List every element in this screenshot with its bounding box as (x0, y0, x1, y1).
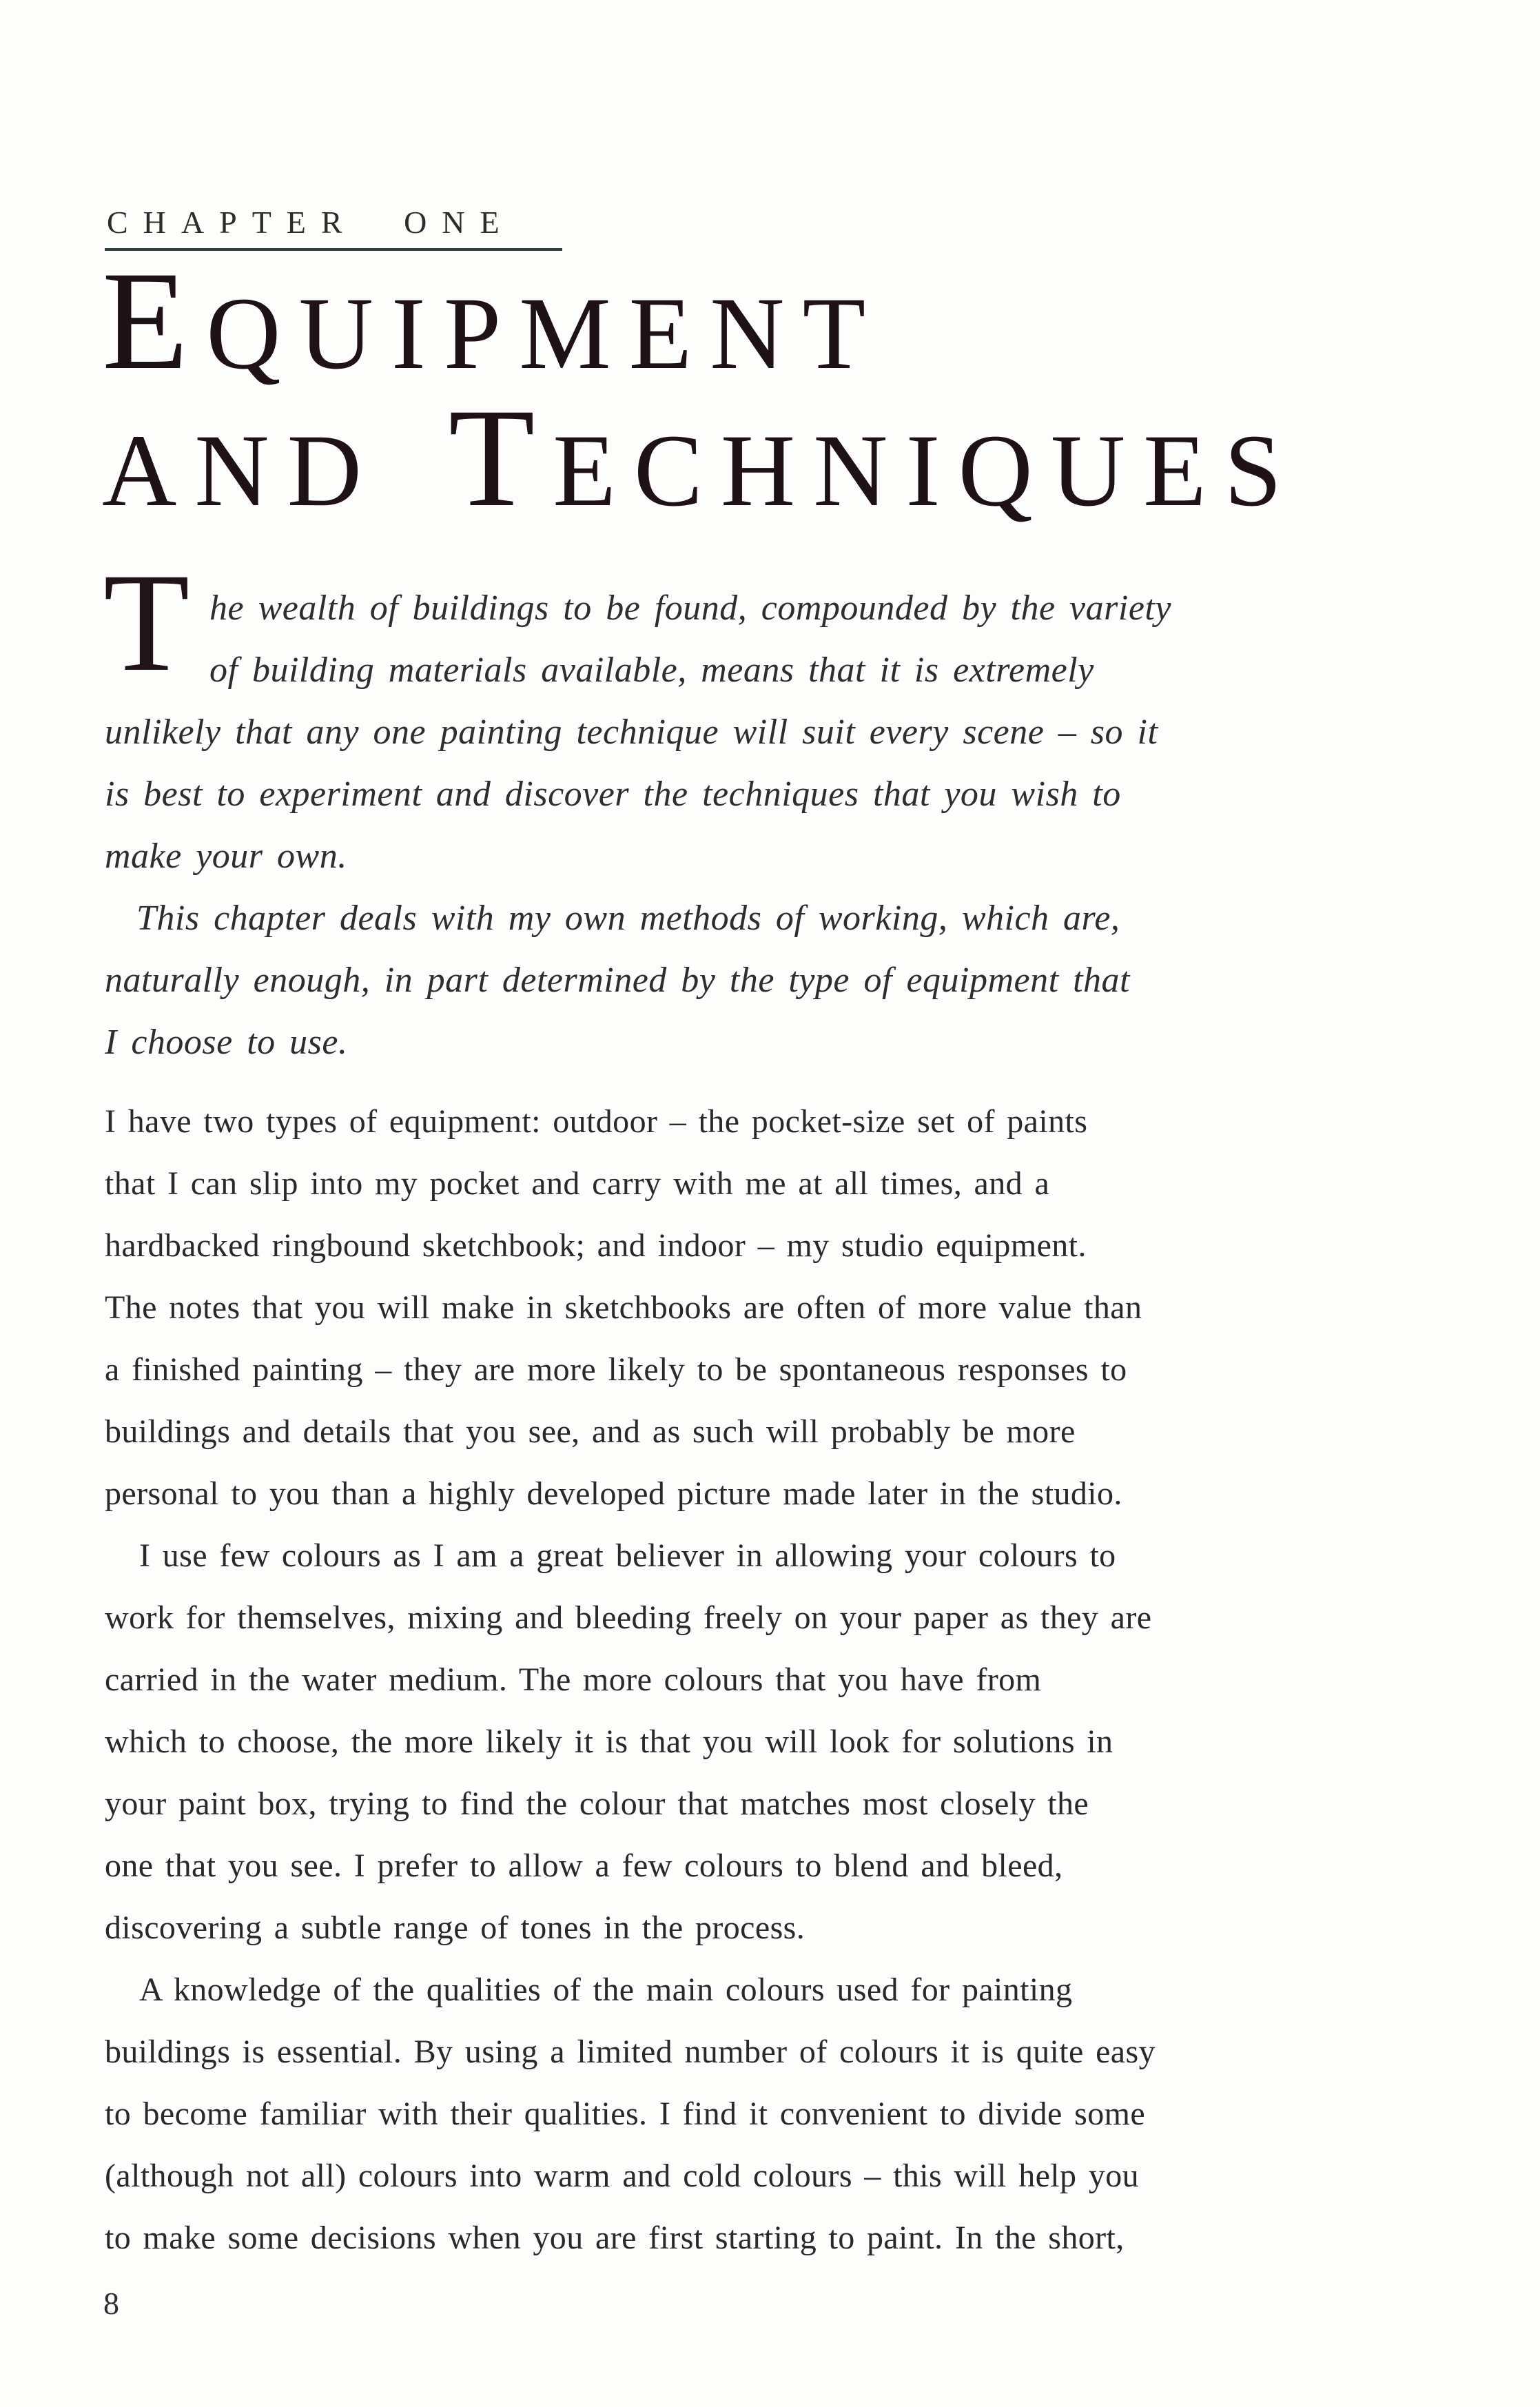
drop-cap: T (103, 544, 190, 701)
lede-line: make your own. (105, 837, 347, 876)
body-line: buildings and details that you see, and as such will probably be more (105, 1413, 1076, 1450)
lede-line: naturally enough, in part determined by the type of equipment that (105, 961, 1130, 1000)
title-small-caps: ECHNIQUES (553, 413, 1300, 528)
title-small-caps: AND (102, 413, 380, 528)
body-line: I use few colours as I am a great believer in allowing your colours to (139, 1537, 1116, 1574)
body-line: to make some decisions when you are first starting to paint. In the short, (105, 2220, 1125, 2256)
chapter-label: CHAPTER ONE (107, 205, 515, 240)
body-line: discovering a subtle range of tones in the process. (105, 1909, 805, 1946)
page-title-line-1 (102, 243, 884, 399)
title-initial-cap: E (102, 243, 207, 399)
body-line: personal to you than a highly developed picture made later in the studio. (105, 1475, 1122, 1512)
body-line: one that you see. I prefer to allow a few colours to blend and bleed, (105, 1847, 1063, 1884)
lede-line: unlikely that any one painting technique will suit every scene – so it (105, 713, 1158, 752)
body-line: The notes that you will make in sketchbooks are often of more value than (105, 1289, 1142, 1326)
body-line: your paint box, trying to find the colour that matches most closely the (105, 1785, 1089, 1822)
lede-line: is best to experiment and discover the techniques that you wish to (105, 775, 1121, 814)
lede-line: of building materials available, means that it is extremely (209, 651, 1094, 690)
body-line: hardbacked ringbound sketchbook; and indoor – my studio equipment. (105, 1227, 1087, 1264)
body-paragraphs (105, 1091, 1414, 2269)
body-line: a finished painting – they are more likely to be spontaneous responses to (105, 1351, 1127, 1388)
body-line: carried in the water medium. The more colours that you have from (105, 1661, 1042, 1698)
lede-line: I choose to use. (105, 1023, 348, 1062)
body-line: I have two types of equipment: outdoor – the pocket-size set of paints (105, 1103, 1088, 1140)
body-line: that I can slip into my pocket and carry with me at all times, and a (105, 1165, 1050, 1202)
body-line: to become familiar with their qualities. I find it convenient to divide some (105, 2096, 1146, 2132)
body-line: work for themselves, mixing and bleeding freely on your paper as they are (105, 1599, 1152, 1636)
body-line: which to choose, the more likely it is that you will look for solutions in (105, 1723, 1113, 1760)
lede-line: This chapter deals with my own methods of working, which are, (136, 899, 1120, 938)
page-title-line-2 (102, 380, 1300, 536)
lede-line: he wealth of buildings to be found, compounded by the variety (209, 588, 1171, 628)
title-small-caps: QUIPMENT (206, 276, 884, 391)
title-initial-cap: T (448, 380, 553, 536)
body-line: A knowledge of the qualities of the main colours used for painting (139, 1971, 1073, 2008)
page-number: 8 (103, 2286, 119, 2321)
body-line: (although not all) colours into warm and cold colours – this will help you (105, 2158, 1140, 2194)
body-line: buildings is essential. By using a limited number of colours it is quite easy (105, 2034, 1156, 2070)
lede-paragraphs (103, 544, 1414, 1074)
